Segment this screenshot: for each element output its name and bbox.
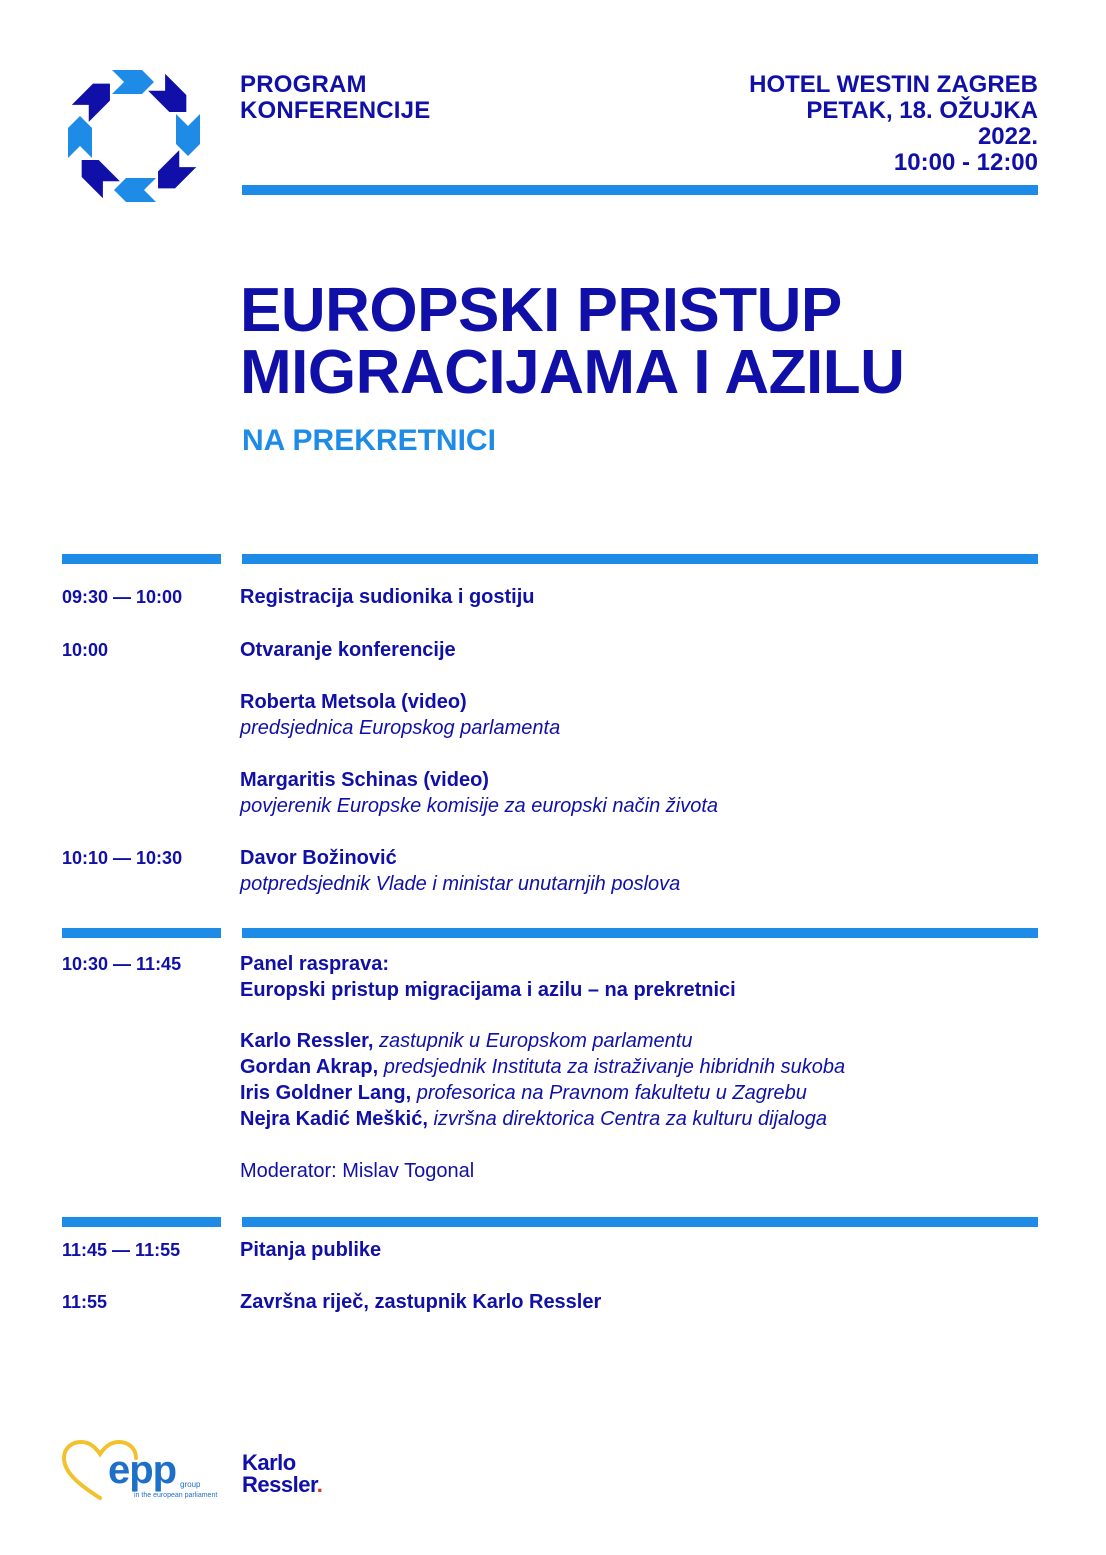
speaker bbox=[240, 767, 718, 819]
program-heading bbox=[240, 72, 430, 124]
panelist-role: zastupnik u Europskom parlamentu bbox=[378, 1030, 693, 1052]
schedule-time: 10:30 — 11:45 bbox=[62, 954, 182, 974]
speaker-role: potpredsjednik Vlade i ministar unutarnjih poslova bbox=[240, 873, 681, 895]
panel-title bbox=[240, 951, 736, 1003]
schedule-time: 10:10 — 10:30 bbox=[62, 848, 183, 868]
panelist-list bbox=[240, 1028, 845, 1132]
venue: HOTEL WESTIN ZAGREB bbox=[749, 71, 1038, 98]
panelist-role: predsjednik Instituta za istraživanje hibridnih sukoba bbox=[383, 1056, 846, 1078]
program-heading-line2: KONFERENCIJE bbox=[240, 97, 431, 124]
speaker-name: Margaritis Schinas (video) bbox=[240, 769, 489, 791]
section-divider-left bbox=[62, 554, 221, 564]
event-time: 10:00 - 12:00 bbox=[893, 149, 1038, 176]
conference-title bbox=[240, 276, 905, 407]
speaker-role: povjerenik Europske komisije za europski način života bbox=[240, 795, 719, 817]
header-divider bbox=[242, 185, 1038, 195]
speaker-name: Roberta Metsola (video) bbox=[240, 691, 467, 713]
schedule-item-title: Završna riječ, zastupnik Karlo Ressler bbox=[240, 1291, 602, 1313]
epp-small-parliament: in the european parliament bbox=[134, 1492, 218, 1499]
panelist-name: Gordan Akrap, bbox=[240, 1056, 379, 1078]
panelist bbox=[240, 1080, 845, 1106]
panelist bbox=[240, 1106, 845, 1132]
panelist bbox=[240, 1028, 845, 1054]
conference-logo bbox=[60, 62, 208, 210]
section-divider-right bbox=[242, 928, 1038, 938]
panelist bbox=[240, 1054, 845, 1080]
schedule-time: 11:55 bbox=[62, 1292, 108, 1312]
ressler-logo-dot: . bbox=[316, 1472, 323, 1497]
title-line1: EUROPSKI PRISTUP bbox=[240, 276, 842, 345]
panelist-name: Iris Goldner Lang, bbox=[240, 1082, 412, 1104]
karlo-ressler-logo bbox=[242, 1452, 322, 1496]
speaker-name: Davor Božinović bbox=[240, 847, 397, 869]
schedule-time: 11:45 — 11:55 bbox=[62, 1240, 181, 1260]
event-year: 2022. bbox=[977, 123, 1038, 150]
section-divider-left bbox=[62, 928, 221, 938]
ressler-logo-line1: Karlo bbox=[242, 1450, 296, 1475]
title-line2: MIGRACIJAMA I AZILU bbox=[240, 338, 905, 407]
speaker bbox=[240, 845, 680, 897]
event-date: PETAK, 18. OŽUJKA bbox=[806, 97, 1038, 124]
epp-group-logo bbox=[60, 1440, 218, 1504]
speaker bbox=[240, 689, 560, 741]
panelist-role: profesorica na Pravnom fakultetu u Zagrebu bbox=[416, 1082, 807, 1104]
epp-small-group: group bbox=[180, 1480, 201, 1489]
ressler-logo-name: Ressler bbox=[242, 1472, 317, 1497]
speaker-role: predsjednica Europskog parlamenta bbox=[240, 717, 561, 739]
schedule-time: 09:30 — 10:00 bbox=[62, 587, 183, 607]
event-info bbox=[749, 72, 1038, 176]
moderator: Moderator: Mislav Togonal bbox=[240, 1160, 475, 1182]
schedule-time: 10:00 bbox=[62, 640, 109, 660]
schedule-item-title: Registracija sudionika i gostiju bbox=[240, 586, 535, 608]
ressler-logo-line2 bbox=[242, 1474, 322, 1496]
program-heading-line1: PROGRAM bbox=[240, 71, 367, 98]
panelist-role: izvršna direktorica Centra za kulturu dijaloga bbox=[433, 1108, 827, 1130]
section-divider-right bbox=[242, 1217, 1038, 1227]
panel-title-line2: Europski pristup migracijama i azilu – na prekretnici bbox=[240, 979, 736, 1001]
panelist-name: Karlo Ressler, bbox=[240, 1030, 374, 1052]
panel-title-line1: Panel rasprava: bbox=[240, 953, 389, 975]
panelist-name: Nejra Kadić Meškić, bbox=[240, 1108, 428, 1130]
conference-subtitle: NA PREKRETNICI bbox=[242, 424, 496, 457]
schedule-item-title: Otvaranje konferencije bbox=[240, 639, 456, 661]
schedule-item-title: Pitanja publike bbox=[240, 1239, 382, 1261]
section-divider-left bbox=[62, 1217, 221, 1227]
epp-text: epp bbox=[108, 1448, 177, 1492]
section-divider-right bbox=[242, 554, 1038, 564]
